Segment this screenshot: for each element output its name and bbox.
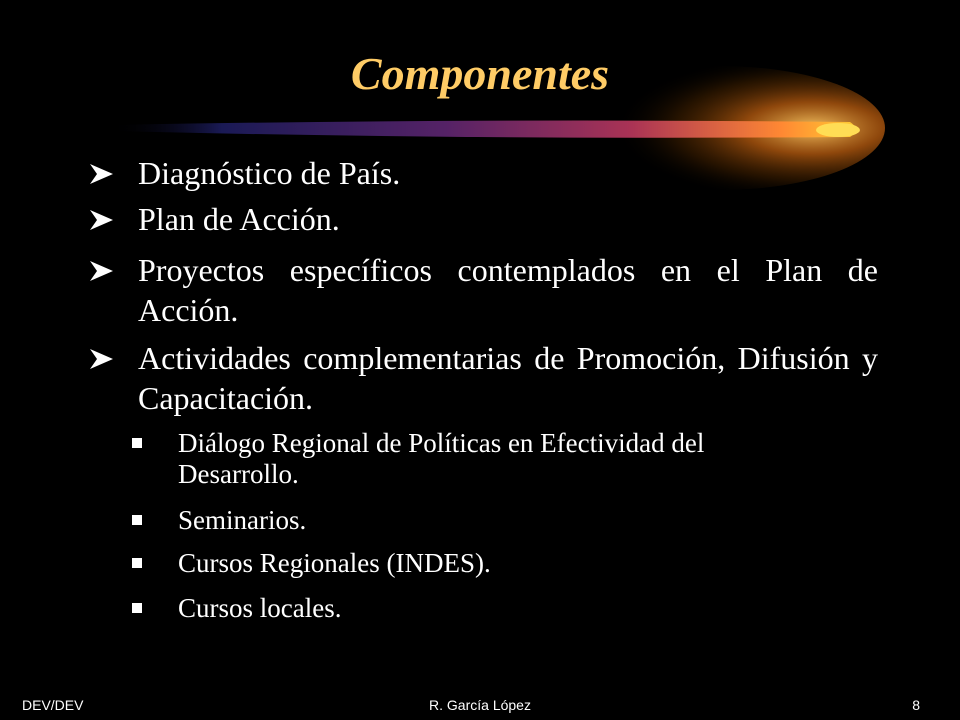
bullet-text: Proyectos específicos contemplados en el Plan de Acción.: [138, 252, 878, 328]
bullet-item: [88, 153, 888, 193]
bullet-item: [88, 338, 888, 418]
sub-bullet-item: [132, 505, 832, 536]
square-bullet-icon: [132, 603, 142, 613]
footer-department: DEV/DEV: [22, 697, 84, 713]
bullet-item: [88, 199, 888, 239]
square-bullet-icon: [132, 515, 142, 525]
arrowhead-bullet-icon: [88, 338, 118, 378]
sub-bullet-item: [132, 548, 832, 579]
sub-bullet-text: Diálogo Regional de Políticas en Efectividad del Desarrollo.: [178, 428, 705, 489]
bullet-text: Plan de Acción.: [138, 201, 340, 237]
sub-bullet-text: Cursos locales.: [178, 593, 342, 623]
footer-author: R. García López: [429, 697, 531, 713]
square-bullet-icon: [132, 438, 142, 448]
bullet-text: Actividades complementarias de Promoción, Difusión y Capacitación.: [138, 340, 878, 416]
sub-bullet-item: [132, 428, 832, 490]
footer-page-number: 8: [912, 697, 920, 713]
arrowhead-bullet-icon: [88, 250, 118, 290]
slide-title: Componentes: [350, 48, 610, 99]
sub-bullet-item: [132, 593, 832, 624]
arrowhead-bullet-icon: [88, 199, 118, 239]
arrowhead-bullet-icon: [88, 153, 118, 193]
bullet-text: Diagnóstico de País.: [138, 155, 401, 191]
sub-bullet-text: Seminarios.: [178, 505, 307, 535]
square-bullet-icon: [132, 558, 142, 568]
sub-bullet-text: Cursos Regionales (INDES).: [178, 548, 491, 578]
bullet-item: [88, 250, 888, 330]
